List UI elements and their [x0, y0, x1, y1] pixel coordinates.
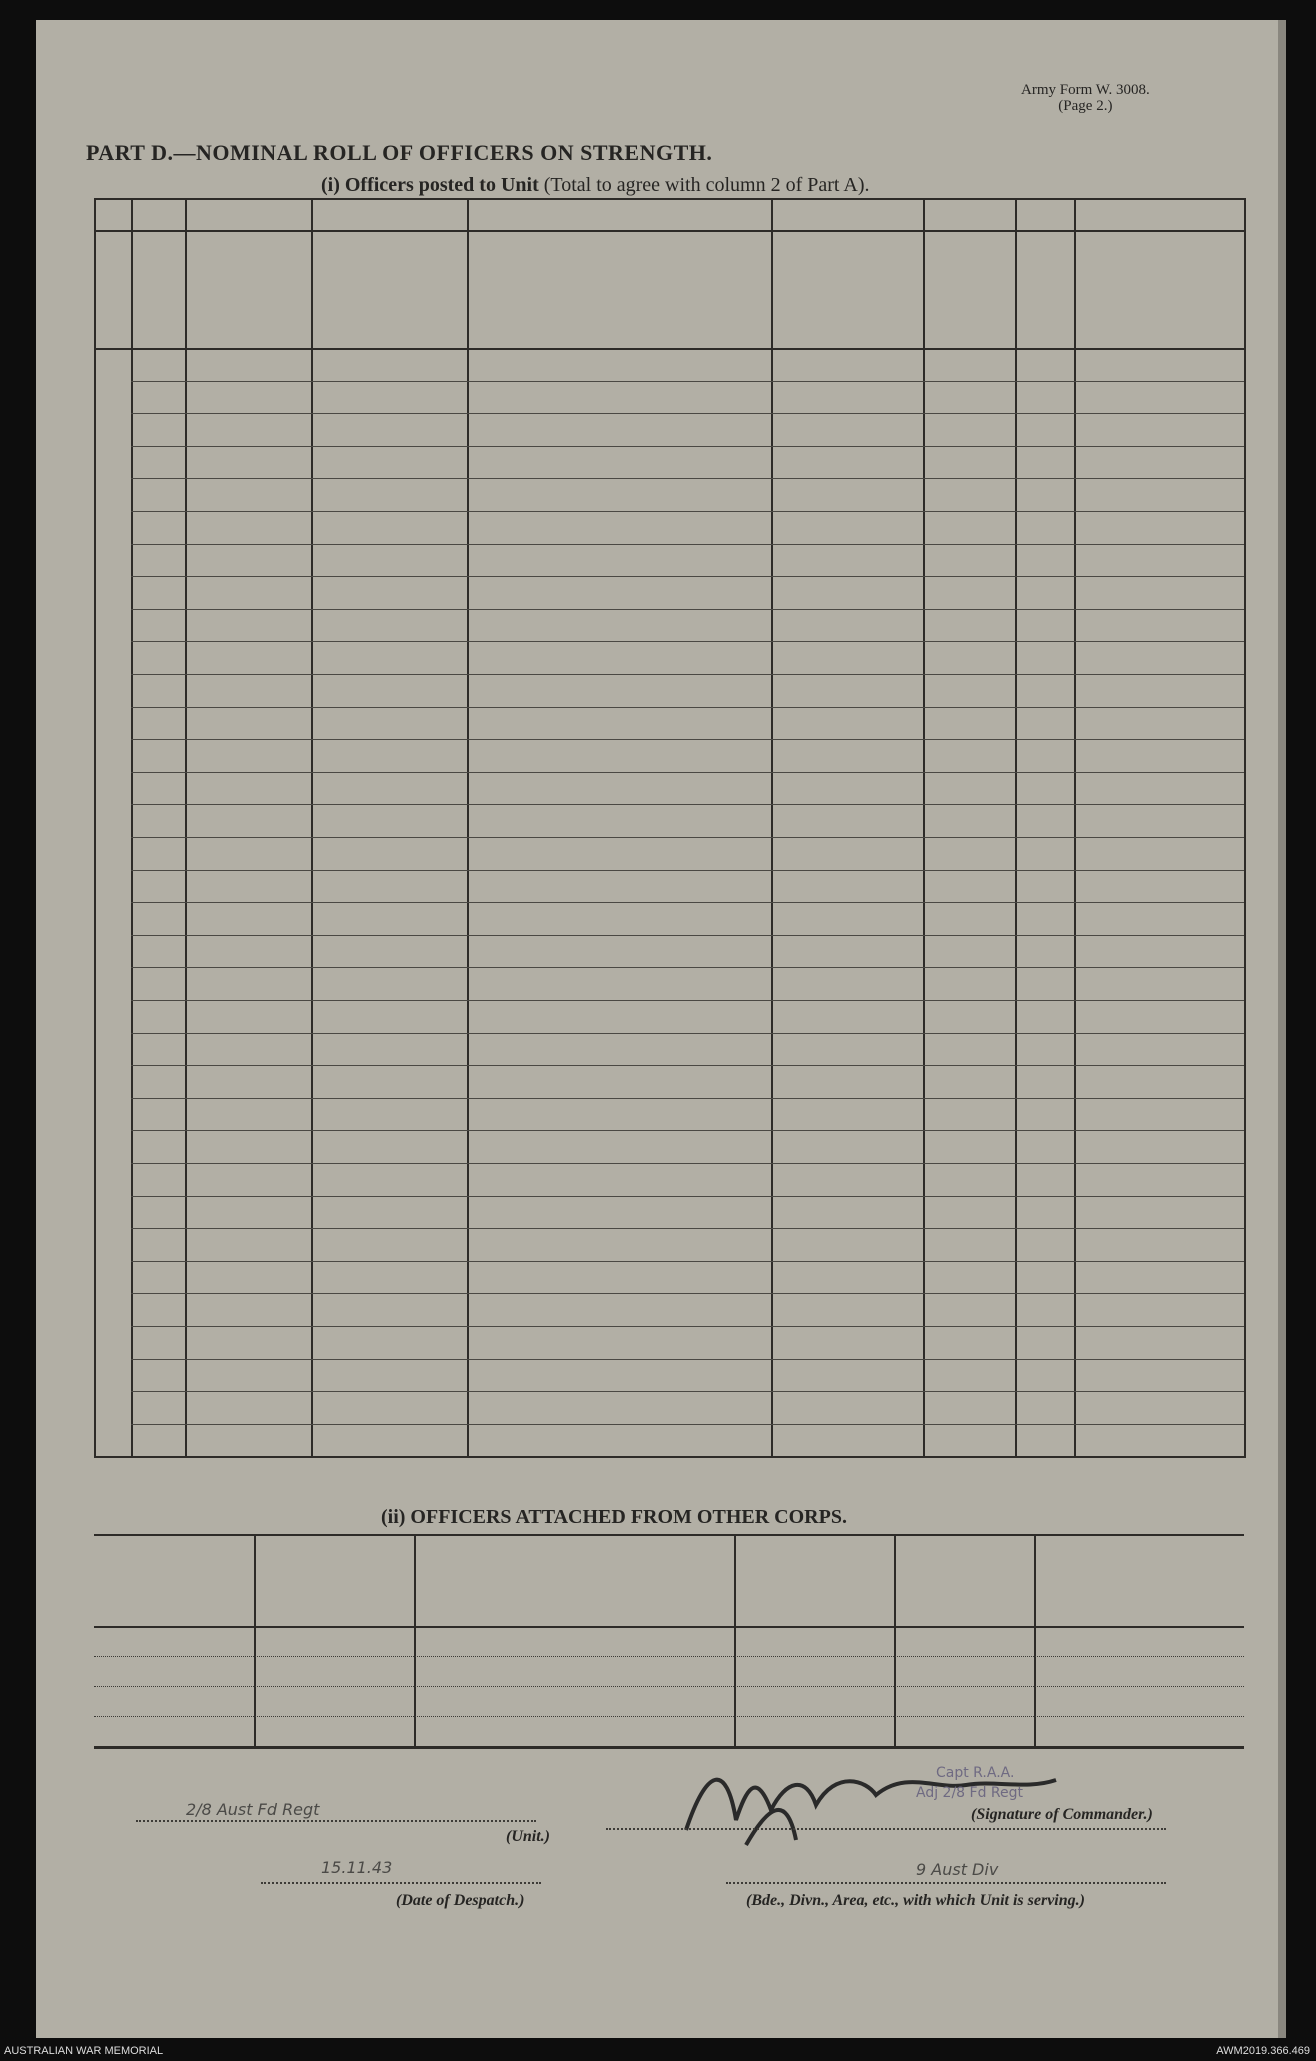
row-rule — [131, 804, 1244, 805]
table2-bottom-border — [94, 1746, 1244, 1749]
column-divider — [1074, 198, 1076, 1458]
formation-label: (Bde., Divn., Area, etc., with which Unit is serving.) — [746, 1892, 1085, 1909]
unit-dotline — [136, 1820, 536, 1822]
formation-dotline — [726, 1882, 1166, 1884]
column-divider — [185, 198, 187, 1458]
row-rule — [131, 478, 1244, 479]
row-rule — [131, 1163, 1244, 1164]
caption-left: AUSTRALIAN WAR MEMORIAL — [4, 2045, 164, 2057]
part-title: PART D.—NOMINAL ROLL OF OFFICERS ON STRENGTH. — [86, 140, 713, 165]
table2-column-divider — [1034, 1534, 1036, 1746]
row-rule — [131, 641, 1244, 642]
column-divider — [923, 198, 925, 1458]
column-divider — [771, 198, 773, 1458]
column-divider — [311, 198, 313, 1458]
row-rule — [131, 1000, 1244, 1001]
column-number-rule — [94, 230, 1244, 232]
row-rule — [131, 1424, 1244, 1425]
row-rule — [131, 674, 1244, 675]
army-form-label: Army Form W. 3008. — [1021, 82, 1150, 98]
row-rule — [131, 1098, 1244, 1099]
formation-value: 9 Aust Div — [916, 1860, 999, 1879]
date-dotline — [261, 1882, 541, 1884]
row-rule — [131, 772, 1244, 773]
row-rule — [131, 511, 1244, 512]
row-rule — [131, 381, 1244, 382]
commander-signature — [676, 1750, 1116, 1850]
row-rule — [131, 1196, 1244, 1197]
row-rule — [131, 576, 1244, 577]
table2-column-divider — [414, 1534, 416, 1746]
row-rule — [131, 413, 1244, 414]
column-divider — [1015, 198, 1017, 1458]
table2-column-divider — [894, 1534, 896, 1746]
row-rule — [131, 609, 1244, 610]
row-rule — [131, 1293, 1244, 1294]
stamp-line2: Adj 2/8 Fd Regt — [916, 1785, 1024, 1801]
signature-dotline — [606, 1828, 1166, 1830]
section2-title: (ii) OFFICERS ATTACHED FROM OTHER CORPS. — [381, 1506, 847, 1528]
row-rule — [131, 1261, 1244, 1262]
row-rule — [131, 446, 1244, 447]
column-divider — [131, 198, 133, 1458]
row-rule — [131, 1391, 1244, 1392]
signature-label: (Signature of Commander.) — [971, 1806, 1153, 1823]
row-rule — [131, 935, 1244, 936]
section1-title-rest: (Total to agree with column 2 of Part A). — [543, 174, 870, 196]
table2-row-rule — [94, 1716, 1244, 1718]
row-rule — [131, 837, 1244, 838]
unit-label: (Unit.) — [506, 1828, 550, 1845]
caption-right: AWM2019.366.469 — [1216, 2045, 1310, 2057]
paper-edge — [1278, 20, 1286, 2038]
section1-title — [321, 174, 869, 197]
row-rule — [131, 707, 1244, 708]
row-rule — [131, 1359, 1244, 1360]
form-number — [1021, 82, 1150, 114]
table2-column-divider — [734, 1534, 736, 1746]
form-sheet — [36, 20, 1280, 2038]
page-label: (Page 2.) — [1058, 98, 1113, 114]
row-rule — [131, 739, 1244, 740]
row-rule — [131, 1033, 1244, 1034]
table2-top-border — [94, 1534, 1244, 1536]
column-divider — [467, 198, 469, 1458]
row-rule — [131, 1065, 1244, 1066]
date-value: 15.11.43 — [321, 1858, 393, 1877]
unit-value: 2/8 Aust Fd Regt — [186, 1800, 320, 1819]
table2-row-rule — [94, 1656, 1244, 1658]
date-label: (Date of Despatch.) — [396, 1892, 525, 1909]
row-rule — [131, 1130, 1244, 1131]
row-rule — [131, 544, 1244, 545]
column-divider — [94, 198, 96, 1458]
column-divider — [1244, 198, 1246, 1458]
row-rule — [131, 902, 1244, 903]
table2-header-rule — [94, 1626, 1244, 1628]
table-top-border — [94, 198, 1244, 200]
table2-row-rule — [94, 1686, 1244, 1688]
table2-column-divider — [254, 1534, 256, 1746]
row-rule — [131, 870, 1244, 871]
table-bottom-border — [94, 1456, 1244, 1458]
stamp-line1: Capt R.A.A. — [936, 1765, 1015, 1781]
row-rule — [131, 1228, 1244, 1229]
row-rule — [131, 1326, 1244, 1327]
row-rule — [131, 967, 1244, 968]
header-bottom-rule — [94, 348, 1244, 350]
section1-title-bold: (i) Officers posted to Unit — [321, 174, 539, 196]
